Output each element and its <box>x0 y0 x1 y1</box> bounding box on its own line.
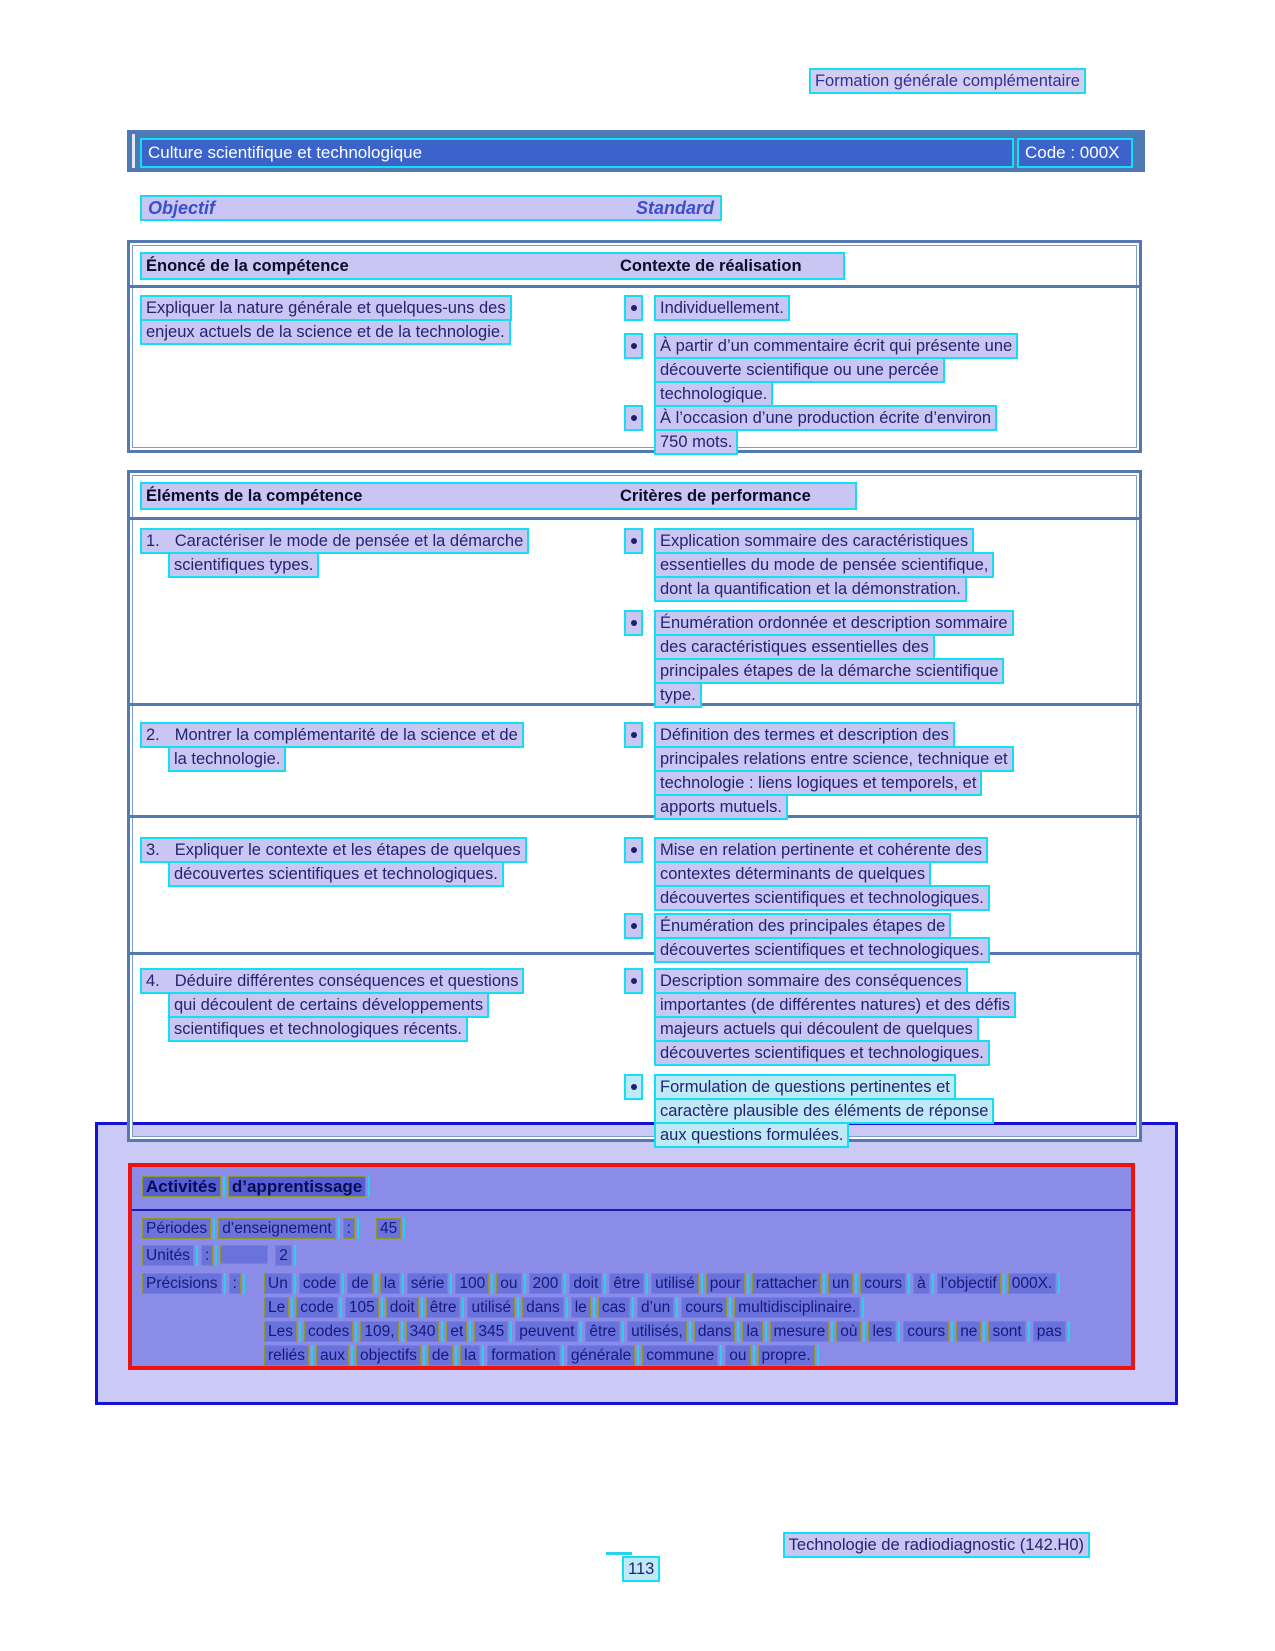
word-box: Activités <box>142 1176 221 1197</box>
word-box: 200 <box>529 1273 563 1294</box>
table2-header-right: Critères de performance <box>620 487 811 505</box>
word-box: les <box>868 1321 896 1342</box>
page-number: 113 <box>622 1556 660 1582</box>
word-box: un <box>828 1273 853 1294</box>
text-line: Explication sommaire des caractéristiques <box>654 528 974 554</box>
table-row-left <box>140 837 527 887</box>
word-box: pour <box>706 1273 745 1294</box>
bullet-icon <box>624 405 643 431</box>
word-box: : <box>201 1245 213 1266</box>
text-line: Expliquer la nature générale et quelques-uns des <box>140 295 512 321</box>
word-box: reliés <box>264 1345 309 1366</box>
word-box: utilisé <box>651 1273 699 1294</box>
text-line: scientifiques types. <box>168 552 319 578</box>
item-number: 3. <box>146 841 160 859</box>
learning-activities-panel <box>128 1163 1135 1370</box>
bullet-icon <box>624 837 643 863</box>
text-line: type. <box>654 682 702 708</box>
bullet-item <box>624 1074 1016 1148</box>
text-line: Expliquer le contexte et les étapes de quelques <box>174 841 521 859</box>
word-box: 000X. <box>1008 1273 1057 1294</box>
word-box: dans <box>522 1297 564 1318</box>
text-line: découvertes scientifiques et technologiques. <box>654 885 990 911</box>
text-line: Énumération des principales étapes de <box>654 913 951 939</box>
unites-value <box>275 1245 299 1266</box>
standard-label: Standard <box>635 197 714 218</box>
word-box: 2 <box>275 1245 292 1266</box>
text-line: À l’occasion d’une production écrite d’environ <box>654 405 997 431</box>
word-box: à <box>913 1273 930 1294</box>
text-line: Déduire différentes conséquences et questions <box>174 972 519 990</box>
watermark-text: Formation générale complémentaire <box>809 68 1086 94</box>
table-row-right <box>624 837 990 963</box>
word-box: la <box>742 1321 762 1342</box>
word-box: multidisciplinaire. <box>734 1297 860 1318</box>
header-bar <box>127 130 1145 172</box>
item-number: 2. <box>146 726 160 744</box>
item-number: 1. <box>146 532 160 550</box>
word-box: d’apprentissage <box>228 1176 366 1197</box>
precisions-line <box>264 1321 1073 1342</box>
subheader-band <box>140 195 722 221</box>
text-line: Formulation de questions pertinentes et <box>654 1074 956 1100</box>
word-box: l’objectif <box>937 1273 1001 1294</box>
word-box: ou <box>496 1273 521 1294</box>
bullet-item <box>624 913 990 963</box>
text-line: Montrer la complémentarité de la science et de <box>174 726 518 744</box>
bullet-icon <box>624 333 643 359</box>
table1-header-left: Énoncé de la compétence <box>146 257 349 275</box>
bullet-item <box>624 837 990 911</box>
text-line: découvertes scientifiques et technologiques. <box>168 861 504 887</box>
table-row-left <box>140 722 524 772</box>
cyan-mark <box>606 1552 632 1555</box>
word-box: doit <box>386 1297 419 1318</box>
item-number: 4. <box>146 972 160 990</box>
text-line: découverte scientifique ou une percée <box>654 357 945 383</box>
text-line: essentielles du mode de pensée scientifique, <box>654 552 994 578</box>
objectif-label: Objectif <box>148 197 216 218</box>
word-box: être <box>609 1273 644 1294</box>
bullet-icon <box>624 913 643 939</box>
text-line: qui découlent de certains développements <box>168 992 489 1018</box>
text-line: principales étapes de la démarche scientifique <box>654 658 1004 684</box>
word-box: doit <box>569 1273 602 1294</box>
word-box: pas <box>1033 1321 1066 1342</box>
word-box: série <box>407 1273 449 1294</box>
periodes-row <box>142 1218 408 1239</box>
bullet-item <box>624 295 1018 321</box>
text-line: Caractériser le mode de pensée et la démarche <box>174 532 524 550</box>
bullet-item <box>624 722 1014 820</box>
precisions-line <box>264 1273 1063 1294</box>
word-box: ou <box>725 1345 750 1366</box>
word-box: commune <box>642 1345 718 1366</box>
word-box: dans <box>694 1321 736 1342</box>
text-line: 750 mots. <box>654 429 738 455</box>
word-box: : <box>343 1218 355 1239</box>
page-title: Culture scientifique et technologique <box>140 138 1014 168</box>
title-underline <box>132 1209 1131 1211</box>
text-line: la technologie. <box>168 746 286 772</box>
word-box: code <box>296 1297 338 1318</box>
word-box: Précisions <box>142 1273 222 1294</box>
text-line: importantes (de différentes natures) et des défis <box>654 992 1016 1018</box>
word-box: Un <box>264 1273 292 1294</box>
text-line: technologique. <box>654 381 773 407</box>
text-line: découvertes scientifiques et technologiques. <box>654 1040 990 1066</box>
periodes-value <box>376 1218 408 1239</box>
text-line: Description sommaire des conséquences <box>654 968 968 994</box>
bar-tick-decoration <box>132 134 135 168</box>
word-box: de <box>347 1273 372 1294</box>
table2-header-left: Éléments de la compétence <box>146 487 363 505</box>
table2-header-row <box>140 482 857 510</box>
word-box: 109, <box>360 1321 398 1342</box>
bullet-item <box>624 333 1018 407</box>
text-line: dont la quantification et la démonstration. <box>654 576 967 602</box>
word-box: mesure <box>770 1321 830 1342</box>
text-line: scientifiques et technologiques récents. <box>168 1016 468 1042</box>
text-line: aux questions formulées. <box>654 1122 849 1148</box>
word-box: 345 <box>474 1321 508 1342</box>
word-box: aux <box>316 1345 349 1366</box>
word-box: 100 <box>455 1273 489 1294</box>
table1-header-separator <box>130 285 1139 288</box>
text-line: des caractéristiques essentielles des <box>654 634 935 660</box>
text-line: À partir d’un commentaire écrit qui présente une <box>654 333 1018 359</box>
word-box: cours <box>681 1297 727 1318</box>
bullet-icon <box>624 968 643 994</box>
precisions-line <box>264 1297 867 1318</box>
table1-header-row <box>140 252 845 280</box>
text-line: technologie : liens logiques et temporels, et <box>654 770 982 796</box>
word-box: ne <box>956 1321 981 1342</box>
text-line: enjeux actuels de la science et de la technologie. <box>140 319 511 345</box>
text-line: découvertes scientifiques et technologiques. <box>654 937 990 963</box>
word-box: et <box>446 1321 467 1342</box>
word-box: de <box>428 1345 453 1366</box>
word-box: cours <box>860 1273 906 1294</box>
text-line: Individuellement. <box>654 295 790 321</box>
word-box: Unités <box>142 1245 194 1266</box>
word-box: générale <box>567 1345 635 1366</box>
word-box: cours <box>903 1321 949 1342</box>
text-line: apports mutuels. <box>654 794 788 820</box>
table-row-left <box>140 528 529 578</box>
row-separator <box>130 517 1139 520</box>
text-line: principales relations entre science, technique et <box>654 746 1014 772</box>
precisions-line <box>264 1345 822 1366</box>
activities-title <box>142 1176 373 1197</box>
bullet-item <box>624 610 1014 708</box>
bullet-icon <box>624 722 643 748</box>
text-line: caractère plausible des éléments de réponse <box>654 1098 994 1124</box>
word-box: utilisés, <box>627 1321 687 1342</box>
word-box: formation <box>487 1345 560 1366</box>
table-elements-criteres <box>127 470 1142 1142</box>
bullet-icon <box>624 528 643 554</box>
text-line: majeurs actuels qui découlent de quelques <box>654 1016 979 1042</box>
blank-box <box>220 1245 268 1264</box>
word-box: être <box>585 1321 620 1342</box>
table1-left-cell <box>140 295 512 345</box>
table-enonce-contexte <box>127 240 1142 453</box>
word-box: code <box>299 1273 341 1294</box>
word-box: peuvent <box>515 1321 578 1342</box>
bullet-icon <box>624 610 643 636</box>
word-box: Périodes <box>142 1218 211 1239</box>
periodes-label <box>142 1218 362 1239</box>
text-line: Définition des termes et description des <box>654 722 955 748</box>
word-box: d’un <box>637 1297 674 1318</box>
word-box: 45 <box>376 1218 401 1239</box>
word-box: cas <box>598 1297 630 1318</box>
word-box: Le <box>264 1297 289 1318</box>
table1-header-right: Contexte de réalisation <box>620 257 802 275</box>
footer-program: Technologie de radiodiagnostic (142.H0) <box>783 1532 1090 1558</box>
word-box: où <box>836 1321 861 1342</box>
table-row-right <box>624 968 1016 1148</box>
word-box: Les <box>264 1321 297 1342</box>
word-box: 340 <box>406 1321 440 1342</box>
code-badge: Code : 000X <box>1017 138 1133 168</box>
text-line: Mise en relation pertinente et cohérente des <box>654 837 988 863</box>
precisions-label <box>142 1273 248 1294</box>
bullet-item <box>624 405 1018 455</box>
word-box: d’enseignement <box>218 1218 335 1239</box>
word-box: la <box>460 1345 480 1366</box>
word-box: rattacher <box>752 1273 821 1294</box>
word-box: objectifs <box>356 1345 421 1366</box>
unites-label <box>142 1245 220 1266</box>
word-box: la <box>380 1273 400 1294</box>
precisions-label-row <box>142 1273 248 1294</box>
word-box: : <box>229 1273 241 1294</box>
table-row-left <box>140 968 524 1042</box>
text-line: contextes déterminants de quelques <box>654 861 931 887</box>
bullet-icon <box>624 295 643 321</box>
word-box: 105 <box>345 1297 379 1318</box>
table-row-right <box>624 528 1014 708</box>
word-box: être <box>426 1297 461 1318</box>
word-box: codes <box>304 1321 353 1342</box>
word-box: propre. <box>758 1345 815 1366</box>
text-line: Énumération ordonnée et description sommaire <box>654 610 1014 636</box>
bullet-item <box>624 528 1014 602</box>
bullet-item <box>624 968 1016 1066</box>
bullet-icon <box>624 1074 643 1100</box>
word-box: sont <box>988 1321 1025 1342</box>
table1-right-cell <box>624 295 1018 455</box>
word-box: utilisé <box>467 1297 515 1318</box>
unites-row <box>142 1245 299 1266</box>
table-row-right <box>624 722 1014 820</box>
word-box: le <box>571 1297 591 1318</box>
